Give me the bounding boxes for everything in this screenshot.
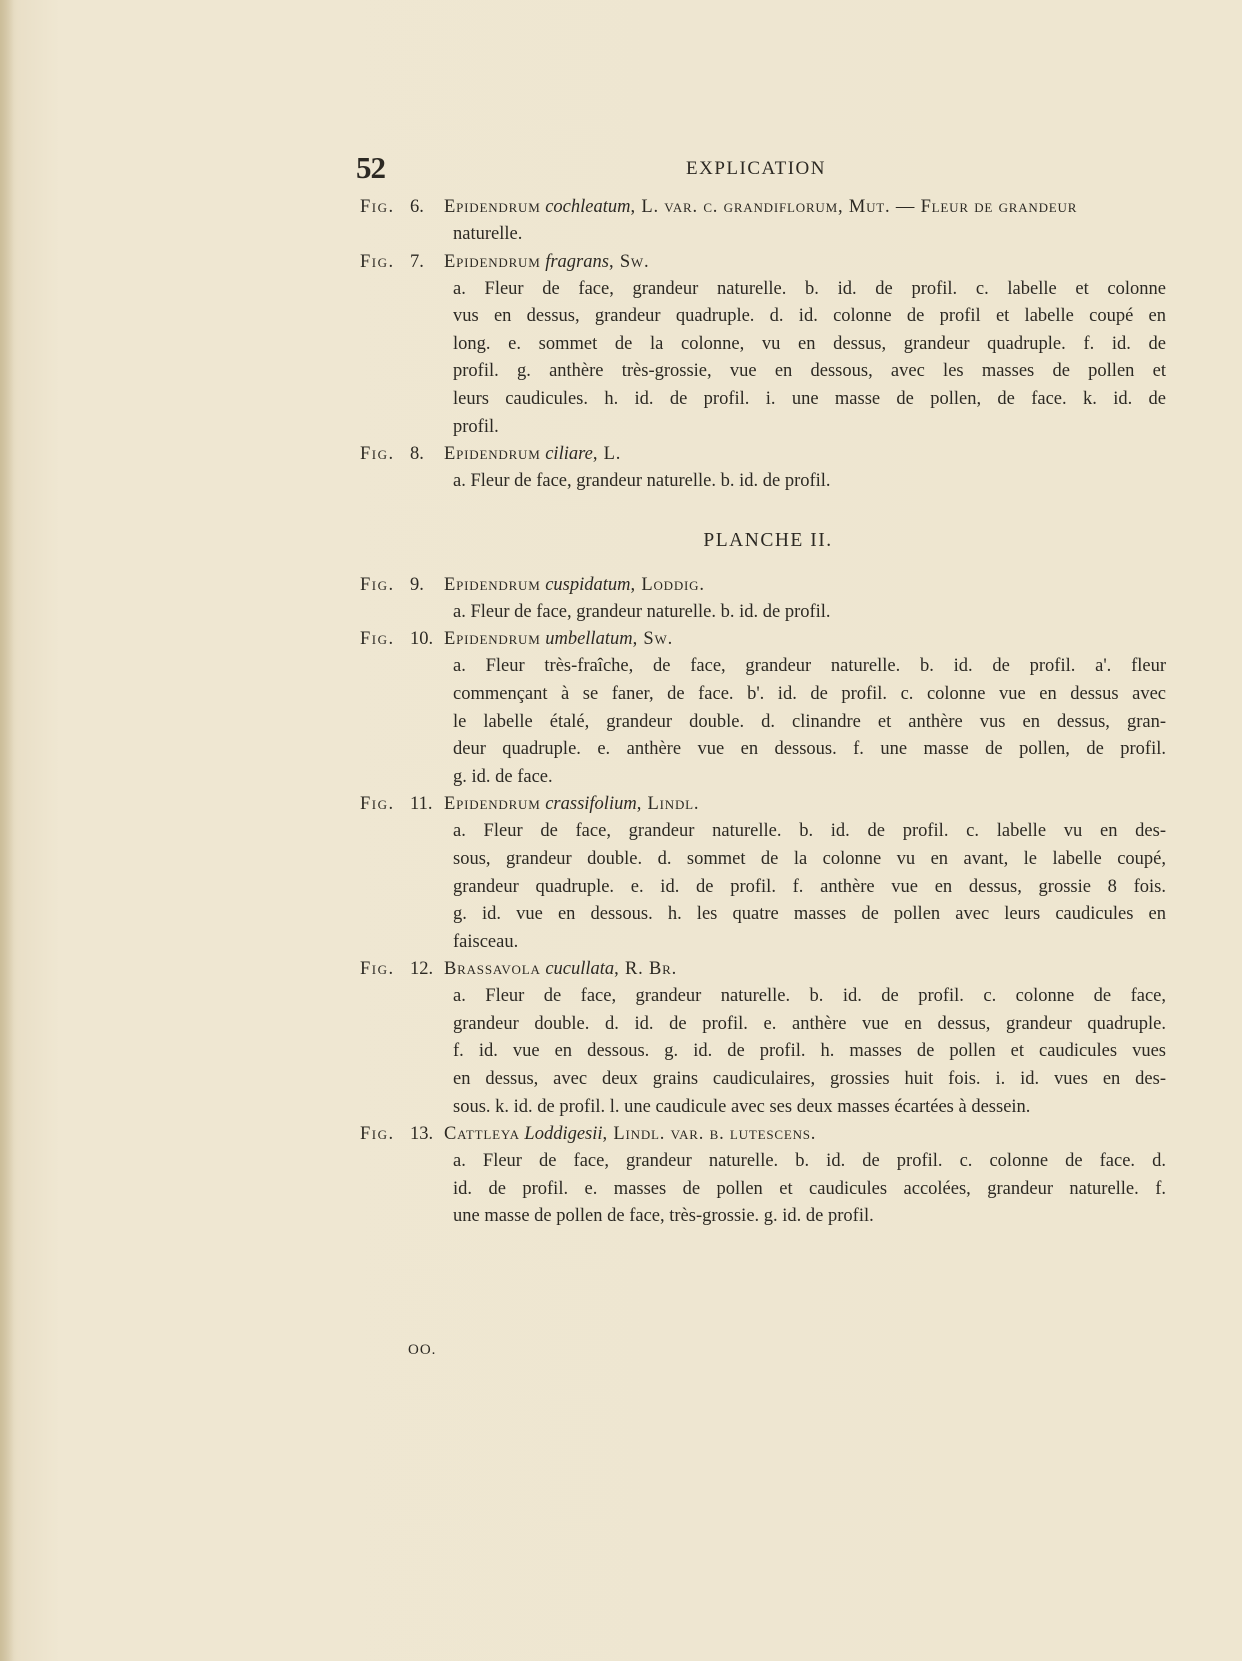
description-line: g. id. vue en dessous. h. les quatre masses de pollen avec leurs caudicules en xyxy=(453,904,1166,925)
figure-description xyxy=(453,468,1166,496)
running-title: EXPLICATION xyxy=(686,158,826,179)
figure-heading xyxy=(360,791,1166,818)
description-line: long. e. sommet de la colonne, vu en dessus, grandeur quadruple. f. id. de xyxy=(453,333,1166,354)
genus-name: Epidendrum xyxy=(444,251,541,272)
figure-heading xyxy=(360,441,1166,468)
figure-number: 8. xyxy=(410,444,424,465)
page-header xyxy=(356,150,1186,186)
figure-entry xyxy=(360,441,1166,496)
description-line: leurs caudicules. h. id. de profil. i. une masse de pollen, de face. k. id. de xyxy=(453,388,1166,409)
binding-edge xyxy=(0,0,14,1661)
genus-name: Epidendrum xyxy=(444,629,541,650)
author-and-notes: , Loddig. xyxy=(630,574,705,595)
figure-description xyxy=(453,276,1166,442)
description-line: grandeur double. d. id. de profil. e. anthère vue en dessus, grandeur quadruple. xyxy=(453,1013,1166,1034)
figure-entry xyxy=(360,572,1166,627)
author-and-notes: , L. xyxy=(592,444,622,465)
description-line: a. Fleur de face, grandeur naturelle. b. id. de profil. c. colonne de face, xyxy=(453,986,1166,1007)
figure-number: 13. xyxy=(410,1124,434,1145)
figure-label: Fig. xyxy=(360,629,395,650)
figure-number: 6. xyxy=(410,197,424,217)
figure-number: 10. xyxy=(410,629,434,650)
genus-name: Cattleya xyxy=(444,1124,520,1145)
figure-description xyxy=(453,599,1166,627)
figure-number: 12. xyxy=(410,959,434,980)
figure-heading xyxy=(360,1121,1166,1148)
description-line: profil. g. anthère très-grossie, vue en dessous, avec les masses de pollen et xyxy=(453,361,1166,382)
figure-label: Fig. xyxy=(360,959,395,980)
description-line: g. id. de face. xyxy=(453,766,553,787)
figure-number: 11. xyxy=(410,794,433,815)
section-planche-i xyxy=(360,194,1166,496)
description-line: sous. k. id. de profil. l. une caudicule avec ses deux masses écartées à dessein. xyxy=(453,1096,1031,1117)
signature-mark: OO. xyxy=(408,1342,437,1358)
description-line: le labelle étalé, grandeur double. d. clinandre et anthère vus en dessus, gran- xyxy=(453,711,1166,732)
figure-entry xyxy=(360,626,1166,791)
figure-label: Fig. xyxy=(360,1124,395,1145)
figure-label: Fig. xyxy=(360,794,395,815)
author-and-notes: , Sw. xyxy=(608,251,650,272)
description-line: naturelle. xyxy=(453,224,523,244)
figure-entry xyxy=(360,791,1166,956)
description-line: en dessus, avec deux grains caudiculaires, grossies huit fois. i. id. vues en des- xyxy=(453,1069,1166,1090)
species-name: crassifolium xyxy=(545,794,637,815)
description-line: a. Fleur de face, grandeur naturelle. b. id. de profil. c. labelle et colonne xyxy=(453,278,1166,299)
description-line: id. de profil. e. masses de pollen et caudicules accolées, grandeur naturelle. f. xyxy=(453,1178,1166,1199)
plate-heading: PLANCHE II. xyxy=(703,529,833,551)
figure-description xyxy=(453,983,1166,1121)
species-name: Loddigesii xyxy=(524,1124,603,1145)
figure-heading xyxy=(360,956,1166,983)
author-and-notes: , Lindl. var. b. lutescens. xyxy=(602,1124,817,1145)
description-line: sous, grandeur double. d. sommet de la colonne vu en avant, le labelle coupé, xyxy=(453,848,1166,869)
species-name: cuspidatum xyxy=(545,574,631,595)
author-and-notes: , Lindl. xyxy=(636,794,700,815)
figure-heading xyxy=(360,626,1166,653)
description-line: profil. xyxy=(453,416,499,437)
genus-name: Epidendrum xyxy=(444,574,541,595)
genus-name: Epidendrum xyxy=(444,794,541,815)
figure-label: Fig. xyxy=(360,197,395,217)
species-name: cucullata xyxy=(545,959,615,980)
description-line: a. Fleur de face, grandeur naturelle. b. id. de profil. xyxy=(453,471,831,492)
description-line: a. Fleur de face, grandeur naturelle. b. id. de profil. c. colonne de face. d. xyxy=(453,1151,1166,1172)
description-line: faisceau. xyxy=(453,931,519,952)
species-name: ciliare xyxy=(545,444,593,465)
figure-number: 7. xyxy=(410,251,424,272)
species-name: cochleatum xyxy=(545,197,631,217)
species-name: umbellatum xyxy=(545,629,633,650)
figure-entry xyxy=(360,249,1166,442)
figure-description xyxy=(453,818,1166,956)
page-number: 52 xyxy=(356,150,385,185)
figure-description xyxy=(453,1148,1166,1231)
genus-name: Epidendrum xyxy=(444,197,541,217)
description-line: a. Fleur très-fraîche, de face, grandeur naturelle. b. id. de profil. a'. fleur xyxy=(453,656,1166,677)
genus-name: Brassavola xyxy=(444,959,541,980)
author-and-notes: , R. Br. xyxy=(614,959,678,980)
description-line: a. Fleur de face, grandeur naturelle. b. id. de profil. c. labelle vu en des- xyxy=(453,821,1166,842)
author-and-notes: , L. var. c. grandiflorum, Mut. — Fleur de grandeur xyxy=(630,197,1078,217)
description-line: vus en dessus, grandeur quadruple. d. id. colonne de profil et labelle coupé en xyxy=(453,306,1166,327)
figure-heading xyxy=(360,572,1166,599)
figure-entry xyxy=(360,1121,1166,1231)
description-line: a. Fleur de face, grandeur naturelle. b. id. de profil. xyxy=(453,601,831,622)
figure-number: 9. xyxy=(410,574,424,595)
description-line: deur quadruple. e. anthère vue en dessous. f. une masse de pollen, de profil. xyxy=(453,739,1166,760)
figure-entry xyxy=(360,194,1166,249)
figure-description xyxy=(453,653,1166,791)
description-line: grandeur quadruple. e. id. de profil. f. anthère vue en dessus, grossie 8 fois. xyxy=(453,876,1166,897)
figure-label: Fig. xyxy=(360,444,395,465)
description-line: f. id. vue en dessous. g. id. de profil. h. masses de pollen et caudicules vues xyxy=(453,1041,1166,1062)
figure-heading xyxy=(360,249,1166,276)
figure-heading xyxy=(360,194,1166,221)
genus-name: Epidendrum xyxy=(444,444,541,465)
figure-label: Fig. xyxy=(360,251,395,272)
species-name: fragrans xyxy=(545,251,609,272)
figure-explanations xyxy=(360,194,1166,1231)
description-line: commençant à se faner, de face. b'. id. de profil. c. colonne vue en dessus avec xyxy=(453,683,1166,704)
figure-entry xyxy=(360,956,1166,1121)
description-line: une masse de pollen de face, très-grossie. g. id. de profil. xyxy=(453,1206,874,1227)
section-planche-ii xyxy=(360,572,1166,1231)
author-and-notes: , Sw. xyxy=(632,629,674,650)
figure-label: Fig. xyxy=(360,574,395,595)
figure-description xyxy=(453,221,1166,249)
